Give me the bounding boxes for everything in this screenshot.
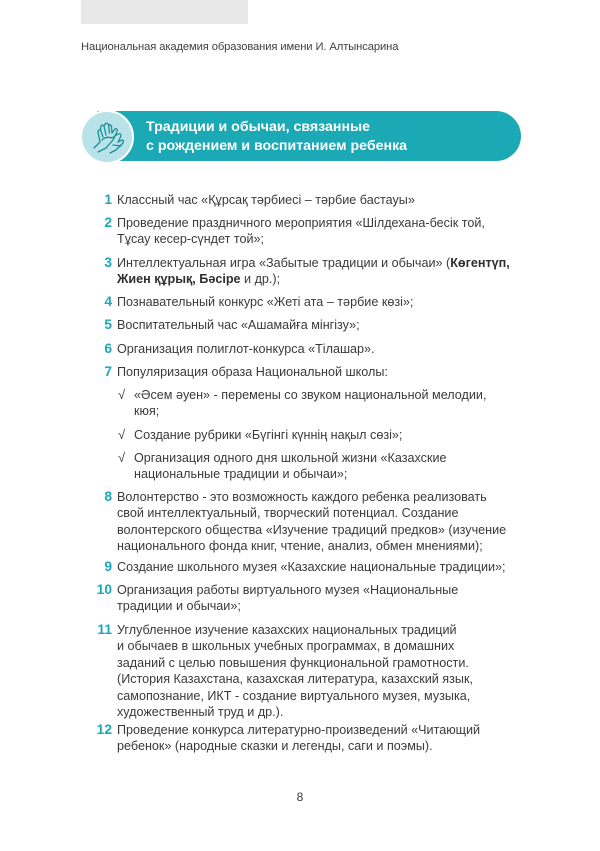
item-text-line: Организация работы виртуального музея «Национальные — [117, 583, 459, 597]
item-text-line: (История Казахстана, казахская литература, казахский язык, — [117, 672, 473, 687]
sub-item-text-line: Организация одного дня школьной жизни «Казахские — [134, 451, 447, 465]
item-number: 3 — [104, 255, 112, 270]
item-number: 11 — [97, 622, 112, 637]
item-number: 1 — [104, 192, 112, 207]
section-banner — [97, 111, 521, 161]
top-gray-bar — [81, 0, 248, 24]
item-text — [117, 722, 527, 755]
item-text-line: Популяризация образа Национальной школы: — [117, 365, 388, 379]
item-text-line: национального фонда книг, чтение, анализ, обмен мнениями); — [117, 539, 483, 554]
item-text — [117, 294, 527, 310]
item-number: 4 — [104, 294, 112, 309]
item-text-line — [117, 271, 527, 287]
item-text — [117, 364, 527, 380]
sub-item-text-line: национальные традиции и обычаи»; — [134, 467, 348, 482]
item-text — [117, 622, 527, 720]
item-text — [117, 341, 527, 357]
item-text — [117, 582, 527, 615]
page-number: 8 — [296, 790, 304, 804]
running-header: Национальная академия образования имени И. Алтынсарина — [81, 41, 399, 53]
item-text-line: традиции и обычаи»; — [117, 599, 241, 614]
hands-icon — [80, 110, 134, 164]
checkmark-icon: √ — [118, 427, 126, 442]
item-number: 6 — [104, 341, 112, 356]
bold-term: Көгентүп, — [450, 256, 510, 270]
item-text — [117, 215, 527, 248]
bold-term: Жиен құрық, Бәсіре — [117, 272, 241, 287]
checkmark-icon: √ — [118, 450, 126, 465]
text-run: Интеллектуальная игра «Забытые традиции и обычаи» ( — [117, 256, 451, 270]
item-text — [117, 317, 527, 333]
sub-item-text-line: «Әсем әуен» - перемены со звуком национальной мелодии, — [134, 388, 487, 402]
item-text-line — [117, 255, 527, 271]
item-text-line: Воспитательный час «Ашамайға мінгізу»; — [117, 318, 360, 332]
item-text — [117, 489, 527, 555]
item-text — [117, 255, 527, 288]
item-text-line: Организация полиглот-конкурса «Тілашар». — [117, 342, 375, 356]
item-text-line: Проведение конкурса литературно-произведений «Читающий — [117, 723, 481, 737]
text-run: и др.); — [240, 272, 281, 287]
item-number: 5 — [104, 317, 112, 332]
item-number: 8 — [104, 489, 112, 504]
item-number: 9 — [104, 559, 112, 574]
item-text-line: и обычаев в школьных учебных программах, в домашних — [117, 639, 455, 654]
sub-item-text — [134, 450, 514, 483]
item-text-line: Волонтерство - это возможность каждого ребенка реализовать — [117, 490, 487, 504]
section-title-line2: с рождением и воспитанием ребенка — [146, 137, 408, 154]
item-number: 10 — [96, 582, 112, 597]
item-text-line: Тұсау кесер-сүндет той»; — [117, 232, 265, 247]
sub-item-text-line: кюя; — [134, 404, 160, 419]
item-text — [117, 559, 527, 575]
item-text-line: Углубленное изучение казахских национальных традиций — [117, 623, 457, 637]
item-number: 2 — [104, 215, 112, 230]
sub-item-text-line: Создание рубрики «Бүгінгі күннің нақыл сөзі»; — [134, 428, 403, 442]
item-text — [117, 192, 527, 208]
section-title — [146, 118, 407, 155]
item-text-line: самопознание, ИКТ - создание виртуального музея, музыка, — [117, 688, 471, 703]
item-text-line: ребенок» (народные сказки и легенды, саги и поэмы). — [117, 739, 433, 754]
item-text-line: волонтерского общества «Изучение традиций предков» (изучение — [117, 522, 507, 537]
sub-item-text — [134, 427, 514, 443]
item-text-line: свой интеллектуальный, творческий потенциал. Создание — [117, 506, 459, 521]
item-text-line: Проведение праздничного мероприятия «Шілдехана-бесік той, — [117, 216, 485, 230]
item-text-line: заданий с целью повышения функциональной грамотности. — [117, 655, 469, 670]
item-number: 12 — [96, 722, 112, 737]
item-text-line: Познавательный конкурс «Жеті ата – тәрбие көзі»; — [117, 295, 414, 309]
item-number: 7 — [104, 364, 112, 379]
checkmark-icon: √ — [118, 387, 126, 402]
section-title-line1: Традиции и обычаи, связанные — [146, 119, 371, 135]
item-text-line: художественный труд и др.). — [117, 705, 284, 720]
sub-item-text — [134, 387, 514, 420]
item-text-line: Классный час «Құрсақ тәрбиесі – тәрбие бастауы» — [117, 193, 415, 207]
item-text-line: Создание школьного музея «Казахские национальные традиции»; — [117, 560, 506, 574]
